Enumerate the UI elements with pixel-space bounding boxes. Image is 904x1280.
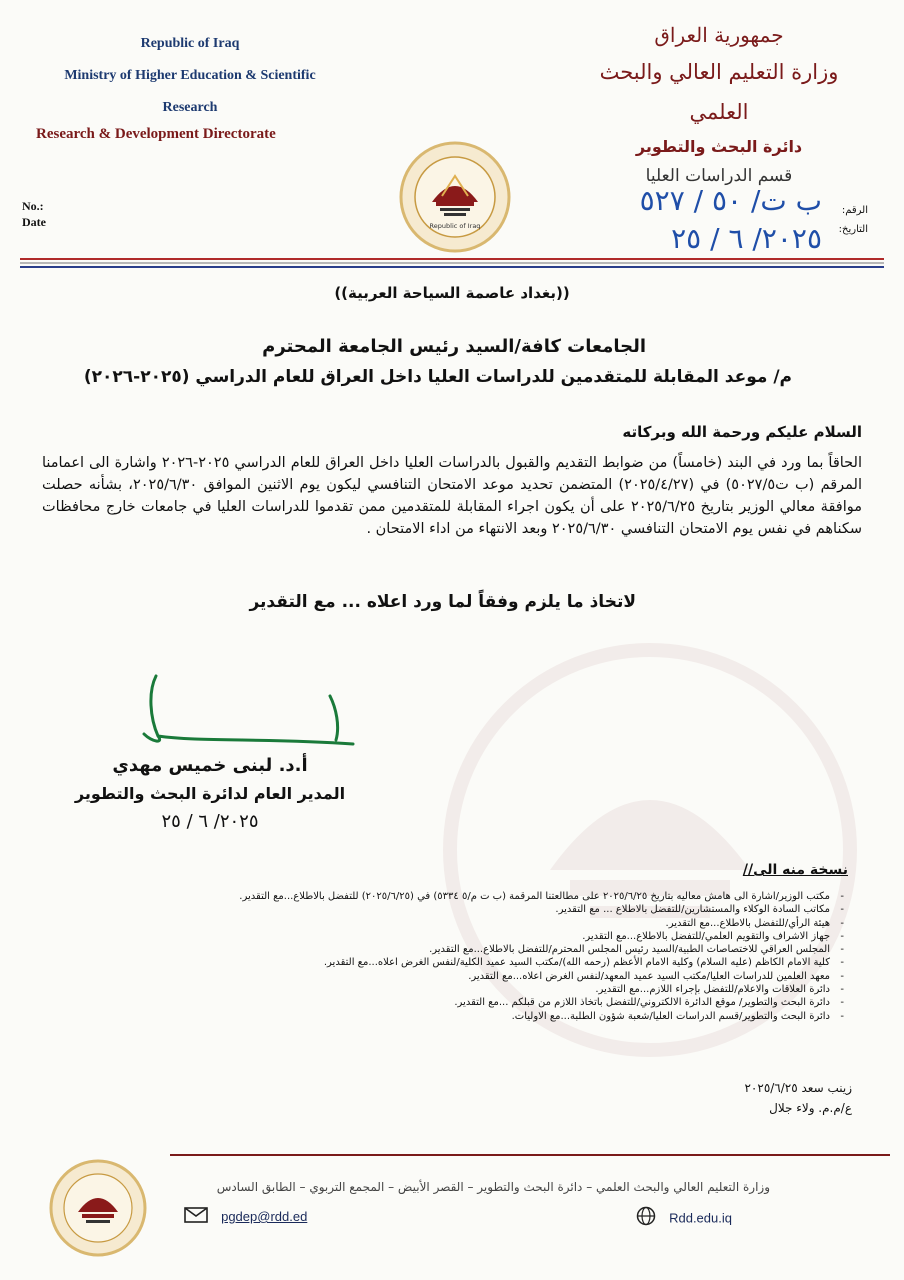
handwritten-signature (118, 672, 358, 762)
signatory-title: المدير العام لدائرة البحث والتطوير (74, 784, 346, 803)
en-directorate: Research & Development Directorate (36, 126, 276, 142)
en-republic: Republic of Iraq (140, 36, 240, 51)
signatory-name: أ.د. لبنى خميس مهدي (112, 755, 308, 776)
ar-ref-label: الرقم: (841, 205, 868, 216)
letter-subject: م/ موعد المقابلة للمتقدمين للدراسات العليا داخل العراق للعام الدراسي (٢٠٢٥-٢٠٢٦) (83, 367, 792, 387)
copy-item: - معهد العلمين للدراسات العليا/مكتب السيد عميد المعهد/لنفس الغرض اعلاه...مع التقدير. (74, 970, 830, 983)
header-rule-grey (20, 262, 884, 264)
ar-ministry: وزارة التعليم العالي والبحث العلمي (599, 60, 839, 124)
en-date-label: Date (22, 215, 46, 229)
ar-date-label: التاريخ: (838, 224, 868, 235)
footer-rule (170, 1154, 890, 1156)
letter-closing: لاتخاذ ما يلزم وفقاً لما ورد اعلاه ... مع التقدير (249, 592, 636, 612)
typist-line-1: زينب سعد ٢٠٢٥/٦/٢٥ (744, 1081, 852, 1095)
arabic-letterhead (574, 18, 864, 190)
header-rule-blue (20, 266, 884, 268)
footer-email[interactable]: pgdep@rdd.ed (221, 1209, 308, 1224)
english-letterhead (20, 28, 360, 124)
ar-republic: جمهورية العراق (654, 23, 784, 47)
typist-line-2: ع/م.م. ولاء جلال (769, 1101, 852, 1115)
footer-address: وزارة التعليم العالي والبحث العلمي – دائرة البحث والتطوير – القصر الأبيض – المجمع التربوي – الطابق السادس (216, 1180, 770, 1194)
en-no-date (22, 198, 46, 230)
globe-icon (636, 1206, 656, 1230)
en-no-label: No.: (22, 199, 44, 213)
reference-date: ٢٠٢٥/ ٦ / ٢٥ (671, 222, 822, 255)
website-row (636, 1206, 732, 1230)
ar-directorate: دائرة البحث والتطوير (635, 137, 803, 156)
envelope-icon (184, 1207, 208, 1227)
reference-number: ب ت/ ٥٠ / ٥٢٧ (639, 184, 822, 217)
copy-item: - هيئة الرأي/للتفضل بالاطلاع...مع التقدير. (74, 917, 830, 930)
en-research: Research (162, 100, 218, 115)
ar-department: قسم الدراسات العليا (645, 166, 793, 186)
en-ministry: Ministry of Higher Education & Scientific (64, 68, 316, 83)
copy-item: - مكاتب السادة الوكلاء والمستشارين/للتفضل بالاطلاع ... مع التقدير. (74, 903, 830, 916)
seal-caption: Republic of Iraq (429, 222, 481, 230)
letter-body: الحاقاً بما ورد في البند (خامساً) من ضوابط التقديم والقبول بالدراسات العليا داخل العراق للعام الدراسي ٢٠٢٥-٢٠٢٦ واشارة الى اعمامنا المرقم (ب ت٥٠٢٧/٥) في (٢٠٢٥/٤/٢٧) المتضمن تحديد موعد الامتحان التنافسي ليكون يوم الاثنين الموافق ٢٠٢٥/٦/٣٠، بشأنه حصلت موافقة معالي الوزير بتاريخ ٢٠٢٥/٦/٢٥ على أن يكون اجراء المقابلة للمتقدمين ممن تقدموا للدراسات العليا في جامعات خارج محافظات سكناهم في نفس يوم الامتحان التنافسي ٢٠٢٥/٦/٣٠ وبعد الانتهاء من اداء الامتحان . (42, 455, 862, 537)
header-rule-red (20, 258, 884, 260)
copies-heading: نسخة منه الى// (742, 862, 848, 878)
copy-item: - جهاز الاشراف والتقويم العلمي/للتفضل بالاطلاع...مع التقدير. (74, 930, 830, 943)
ministry-seal-icon (398, 140, 512, 254)
copy-item: - كلية الامام الكاظم (عليه السلام) وكلية الامام الأعظم (رحمه الله)/مكتب السيد عميد الكلية/لنفس الغرض اعلاه...مع التقدير. (74, 956, 830, 969)
copy-item: - دائرة العلاقات والاعلام/للتفضل بإجراء اللازم...مع التقدير. (74, 983, 830, 996)
copies-list (74, 890, 844, 1023)
copy-item: - المجلس العراقي للاختصاصات الطبية/السيد رئيس المجلس المحترم/للتفضل بالاطلاع...مع التقدير. (74, 943, 830, 956)
letter-greeting: السلام عليكم ورحمة الله وبركاته (622, 423, 862, 441)
typist-block (744, 1078, 852, 1118)
letter-recipient: الجامعات كافة/السيد رئيس الجامعة المحترم (262, 336, 646, 357)
motto: ((بغداد عاصمة السياحة العربية)) (334, 284, 570, 302)
signature-block (60, 752, 360, 836)
copy-item: - دائرة البحث والتطوير/قسم الدراسات العليا/شعبة شؤون الطلبة...مع الاوليات. (74, 1010, 830, 1023)
email-row (184, 1206, 307, 1227)
copy-item: - دائرة البحث والتطوير/ موقع الدائرة الالكتروني/للتفضل باتخاذ اللازم من قبلكم ...مع التقدير. (74, 996, 830, 1009)
signature-date: ٢٠٢٥/ ٦ / ٢٥ (161, 811, 259, 832)
footer-seal-icon (48, 1158, 148, 1258)
copy-item: - مكتب الوزير/اشارة الى هامش معاليه بتاريخ ٢٠٢٥/٦/٢٥ على مطالعتنا المرقمة (ب ت م/٥ ٥٣٣٤) في (٢٠٢٥/٦/٢٥) للتفضل بالاطلاع...مع التقدير. (74, 890, 830, 903)
footer-website[interactable]: Rdd.edu.iq (669, 1210, 732, 1226)
